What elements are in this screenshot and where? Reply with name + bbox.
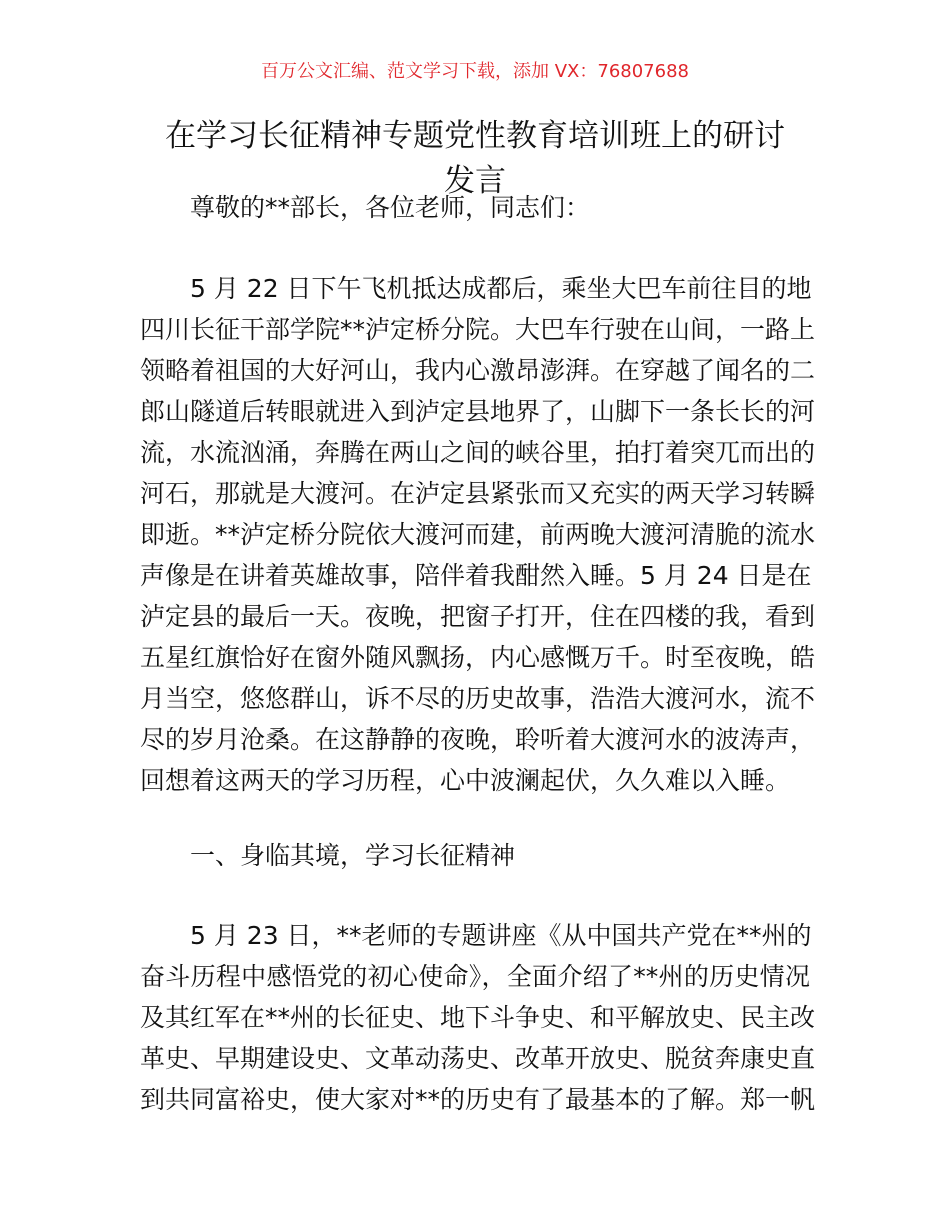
paragraph-line: 尽的岁月沧桑。在这静静的夜晚，聆听着大渡河水的波涛声，: [140, 725, 816, 754]
paragraph-line: 即逝。**泸定桥分院依大渡河而建，前两晚大渡河清脆的流水: [140, 520, 816, 549]
paragraph-line: 郎山隧道后转眼就进入到泸定县地界了，山脚下一条长长的河: [140, 397, 816, 426]
paragraph-line: 回想着这两天的学习历程，心中波澜起伏，久久难以入睡。: [140, 766, 791, 795]
paragraph-line: 5 月 23 日，**老师的专题讲座《从中国共产党在**州的: [190, 921, 812, 950]
paragraph-line: 泸定县的最后一天。夜晚，把窗子打开，住在四楼的我，看到: [140, 602, 816, 631]
paragraph-line: 及其红军在**州的长征史、地下斗争史、和平解放史、民主改: [140, 1003, 816, 1032]
paragraph-line: 四川长征干部学院**泸定桥分院。大巴车行驶在山间，一路上: [140, 315, 816, 344]
paragraph-line: 到共同富裕史，使大家对**的历史有了最基本的了解。郑一帆: [140, 1085, 816, 1114]
paragraph-line: 河石，那就是大渡河。在泸定县紧张而又充实的两天学习转瞬: [140, 479, 816, 508]
download-banner: 百万公文汇编、范文学习下载，添加 VX：76807688: [261, 61, 689, 82]
greeting: 尊敬的**部长，各位老师，同志们：: [190, 193, 591, 222]
title-line: 发言: [444, 163, 506, 199]
paragraph-line: 五星红旗恰好在窗外随风飘扬，内心感慨万千。时至夜晚，皓: [140, 643, 816, 672]
paragraph-line: 奋斗历程中感悟党的初心使命》，全面介绍了**州的历史情况: [140, 962, 810, 991]
paragraph-line: 流，水流汹涌，奔腾在两山之间的峡谷里，拍打着突兀而出的: [140, 438, 816, 467]
section-heading: 一、身临其境，学习长征精神: [190, 841, 516, 870]
paragraph-line: 月当空，悠悠群山，诉不尽的历史故事，浩浩大渡河水，流不: [140, 684, 816, 713]
paragraph-line: 革史、早期建设史、文革动荡史、改革开放史、脱贫奔康史直: [140, 1044, 816, 1073]
document-title: [0, 114, 950, 204]
paragraph-line: 领略着祖国的大好河山，我内心激昂澎湃。在穿越了闻名的二: [140, 356, 816, 385]
title-line: 在学习长征精神专题党性教育培训班上的研讨: [165, 118, 785, 154]
paragraph-line: 5 月 22 日下午飞机抵达成都后，乘坐大巴车前往目的地: [190, 274, 812, 303]
paragraph-line: 声像是在讲着英雄故事，陪伴着我酣然入睡。5 月 24 日是在: [140, 561, 812, 590]
